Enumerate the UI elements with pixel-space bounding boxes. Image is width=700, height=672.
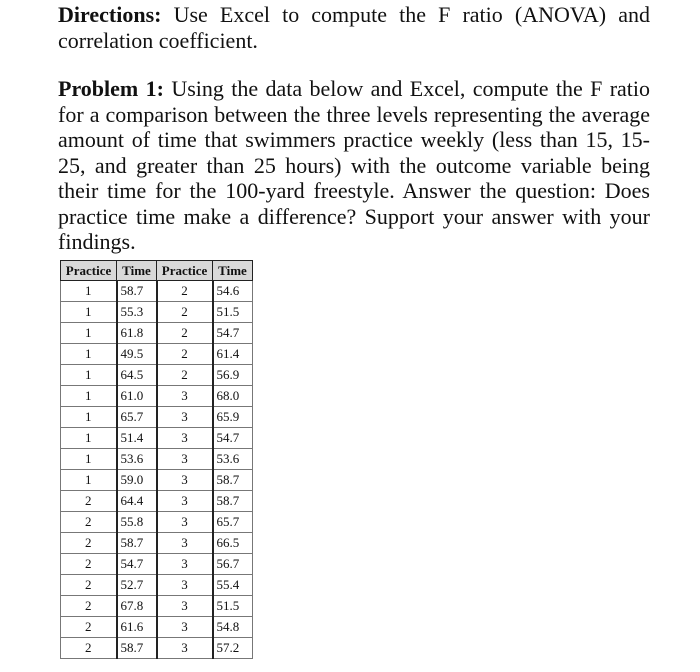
table-row	[61, 407, 253, 428]
cell-time-1: 59.0	[117, 470, 157, 491]
cell-time-2: 58.7	[213, 470, 253, 491]
cell-practice-2: 3	[157, 533, 213, 554]
cell-practice-2: 3	[157, 575, 213, 596]
directions-paragraph	[58, 2, 650, 53]
cell-practice-1: 2	[61, 617, 117, 638]
cell-time-1: 55.3	[117, 302, 157, 323]
cell-time-2: 65.7	[213, 512, 253, 533]
cell-practice-2: 3	[157, 596, 213, 617]
table-row	[61, 302, 253, 323]
cell-practice-1: 1	[61, 386, 117, 407]
problem-label: Problem 1:	[58, 76, 164, 101]
cell-practice-2: 3	[157, 470, 213, 491]
cell-practice-1: 2	[61, 638, 117, 659]
cell-time-1: 55.8	[117, 512, 157, 533]
table-row	[61, 533, 253, 554]
cell-practice-1: 1	[61, 428, 117, 449]
cell-time-2: 51.5	[213, 302, 253, 323]
cell-practice-1: 1	[61, 407, 117, 428]
cell-time-2: 55.4	[213, 575, 253, 596]
table-row	[61, 449, 253, 470]
cell-time-1: 53.6	[117, 449, 157, 470]
cell-practice-2: 3	[157, 638, 213, 659]
cell-time-2: 54.7	[213, 428, 253, 449]
cell-time-2: 57.2	[213, 638, 253, 659]
header-time-1: Time	[117, 261, 157, 281]
cell-practice-1: 2	[61, 596, 117, 617]
cell-time-2: 58.7	[213, 491, 253, 512]
table-row	[61, 554, 253, 575]
cell-time-2: 68.0	[213, 386, 253, 407]
cell-practice-1: 1	[61, 344, 117, 365]
cell-practice-1: 1	[61, 323, 117, 344]
cell-time-1: 61.6	[117, 617, 157, 638]
cell-practice-1: 1	[61, 302, 117, 323]
cell-practice-1: 1	[61, 470, 117, 491]
cell-practice-1: 1	[61, 449, 117, 470]
cell-time-2: 61.4	[213, 344, 253, 365]
cell-practice-1: 2	[61, 575, 117, 596]
table-row	[61, 470, 253, 491]
cell-time-1: 58.7	[117, 533, 157, 554]
cell-practice-2: 3	[157, 617, 213, 638]
cell-time-2: 54.8	[213, 617, 253, 638]
header-practice-1: Practice	[61, 261, 117, 281]
cell-practice-2: 3	[157, 428, 213, 449]
cell-time-1: 65.7	[117, 407, 157, 428]
cell-practice-1: 1	[61, 365, 117, 386]
cell-time-1: 64.4	[117, 491, 157, 512]
cell-time-1: 51.4	[117, 428, 157, 449]
cell-practice-1: 2	[61, 491, 117, 512]
cell-time-2: 51.5	[213, 596, 253, 617]
cell-practice-2: 3	[157, 386, 213, 407]
cell-practice-2: 2	[157, 323, 213, 344]
table-row	[61, 428, 253, 449]
cell-time-1: 61.8	[117, 323, 157, 344]
cell-time-1: 49.5	[117, 344, 157, 365]
table-row	[61, 575, 253, 596]
cell-time-2: 66.5	[213, 533, 253, 554]
data-table-container	[60, 260, 253, 659]
directions-label: Directions:	[58, 2, 162, 27]
cell-time-1: 58.7	[117, 281, 157, 302]
table-row	[61, 512, 253, 533]
cell-practice-2: 2	[157, 281, 213, 302]
table-header-row	[61, 261, 253, 281]
cell-time-1: 64.5	[117, 365, 157, 386]
table-row	[61, 638, 253, 659]
cell-time-1: 58.7	[117, 638, 157, 659]
cell-time-2: 53.6	[213, 449, 253, 470]
cell-practice-2: 3	[157, 407, 213, 428]
cell-practice-1: 2	[61, 533, 117, 554]
table-row	[61, 596, 253, 617]
cell-practice-1: 2	[61, 512, 117, 533]
cell-time-1: 67.8	[117, 596, 157, 617]
cell-time-2: 56.7	[213, 554, 253, 575]
cell-time-2: 56.9	[213, 365, 253, 386]
cell-time-2: 54.6	[213, 281, 253, 302]
table-body	[61, 281, 253, 659]
problem-paragraph	[58, 76, 650, 255]
cell-practice-2: 3	[157, 491, 213, 512]
cell-practice-2: 3	[157, 449, 213, 470]
cell-practice-1: 1	[61, 281, 117, 302]
cell-time-1: 52.7	[117, 575, 157, 596]
cell-practice-2: 2	[157, 344, 213, 365]
cell-practice-2: 3	[157, 554, 213, 575]
table-row	[61, 344, 253, 365]
table-row	[61, 365, 253, 386]
cell-time-1: 54.7	[117, 554, 157, 575]
cell-practice-2: 3	[157, 512, 213, 533]
table-row	[61, 386, 253, 407]
document-page	[58, 2, 650, 255]
cell-time-2: 54.7	[213, 323, 253, 344]
problem-text: Using the data below and Excel, compute the F ratio for a comparison between the three levels representing the average amount of time that swimmers practice weekly (less than 15, 15-25, and greater than 25 hours) with the outcome variable being their time for the 100-yard freestyle. Answer the question: Does practice time make a difference? Support your answer with your findings.	[58, 76, 651, 254]
cell-practice-2: 2	[157, 302, 213, 323]
table-row	[61, 281, 253, 302]
cell-practice-1: 2	[61, 554, 117, 575]
table-row	[61, 491, 253, 512]
header-time-2: Time	[213, 261, 253, 281]
table-row	[61, 323, 253, 344]
cell-time-2: 65.9	[213, 407, 253, 428]
data-table	[60, 260, 253, 659]
directions-text: Use Excel to compute the F ratio (ANOVA) and correlation coefficient.	[58, 2, 651, 53]
table-row	[61, 617, 253, 638]
header-practice-2: Practice	[157, 261, 213, 281]
cell-practice-2: 2	[157, 365, 213, 386]
cell-time-1: 61.0	[117, 386, 157, 407]
